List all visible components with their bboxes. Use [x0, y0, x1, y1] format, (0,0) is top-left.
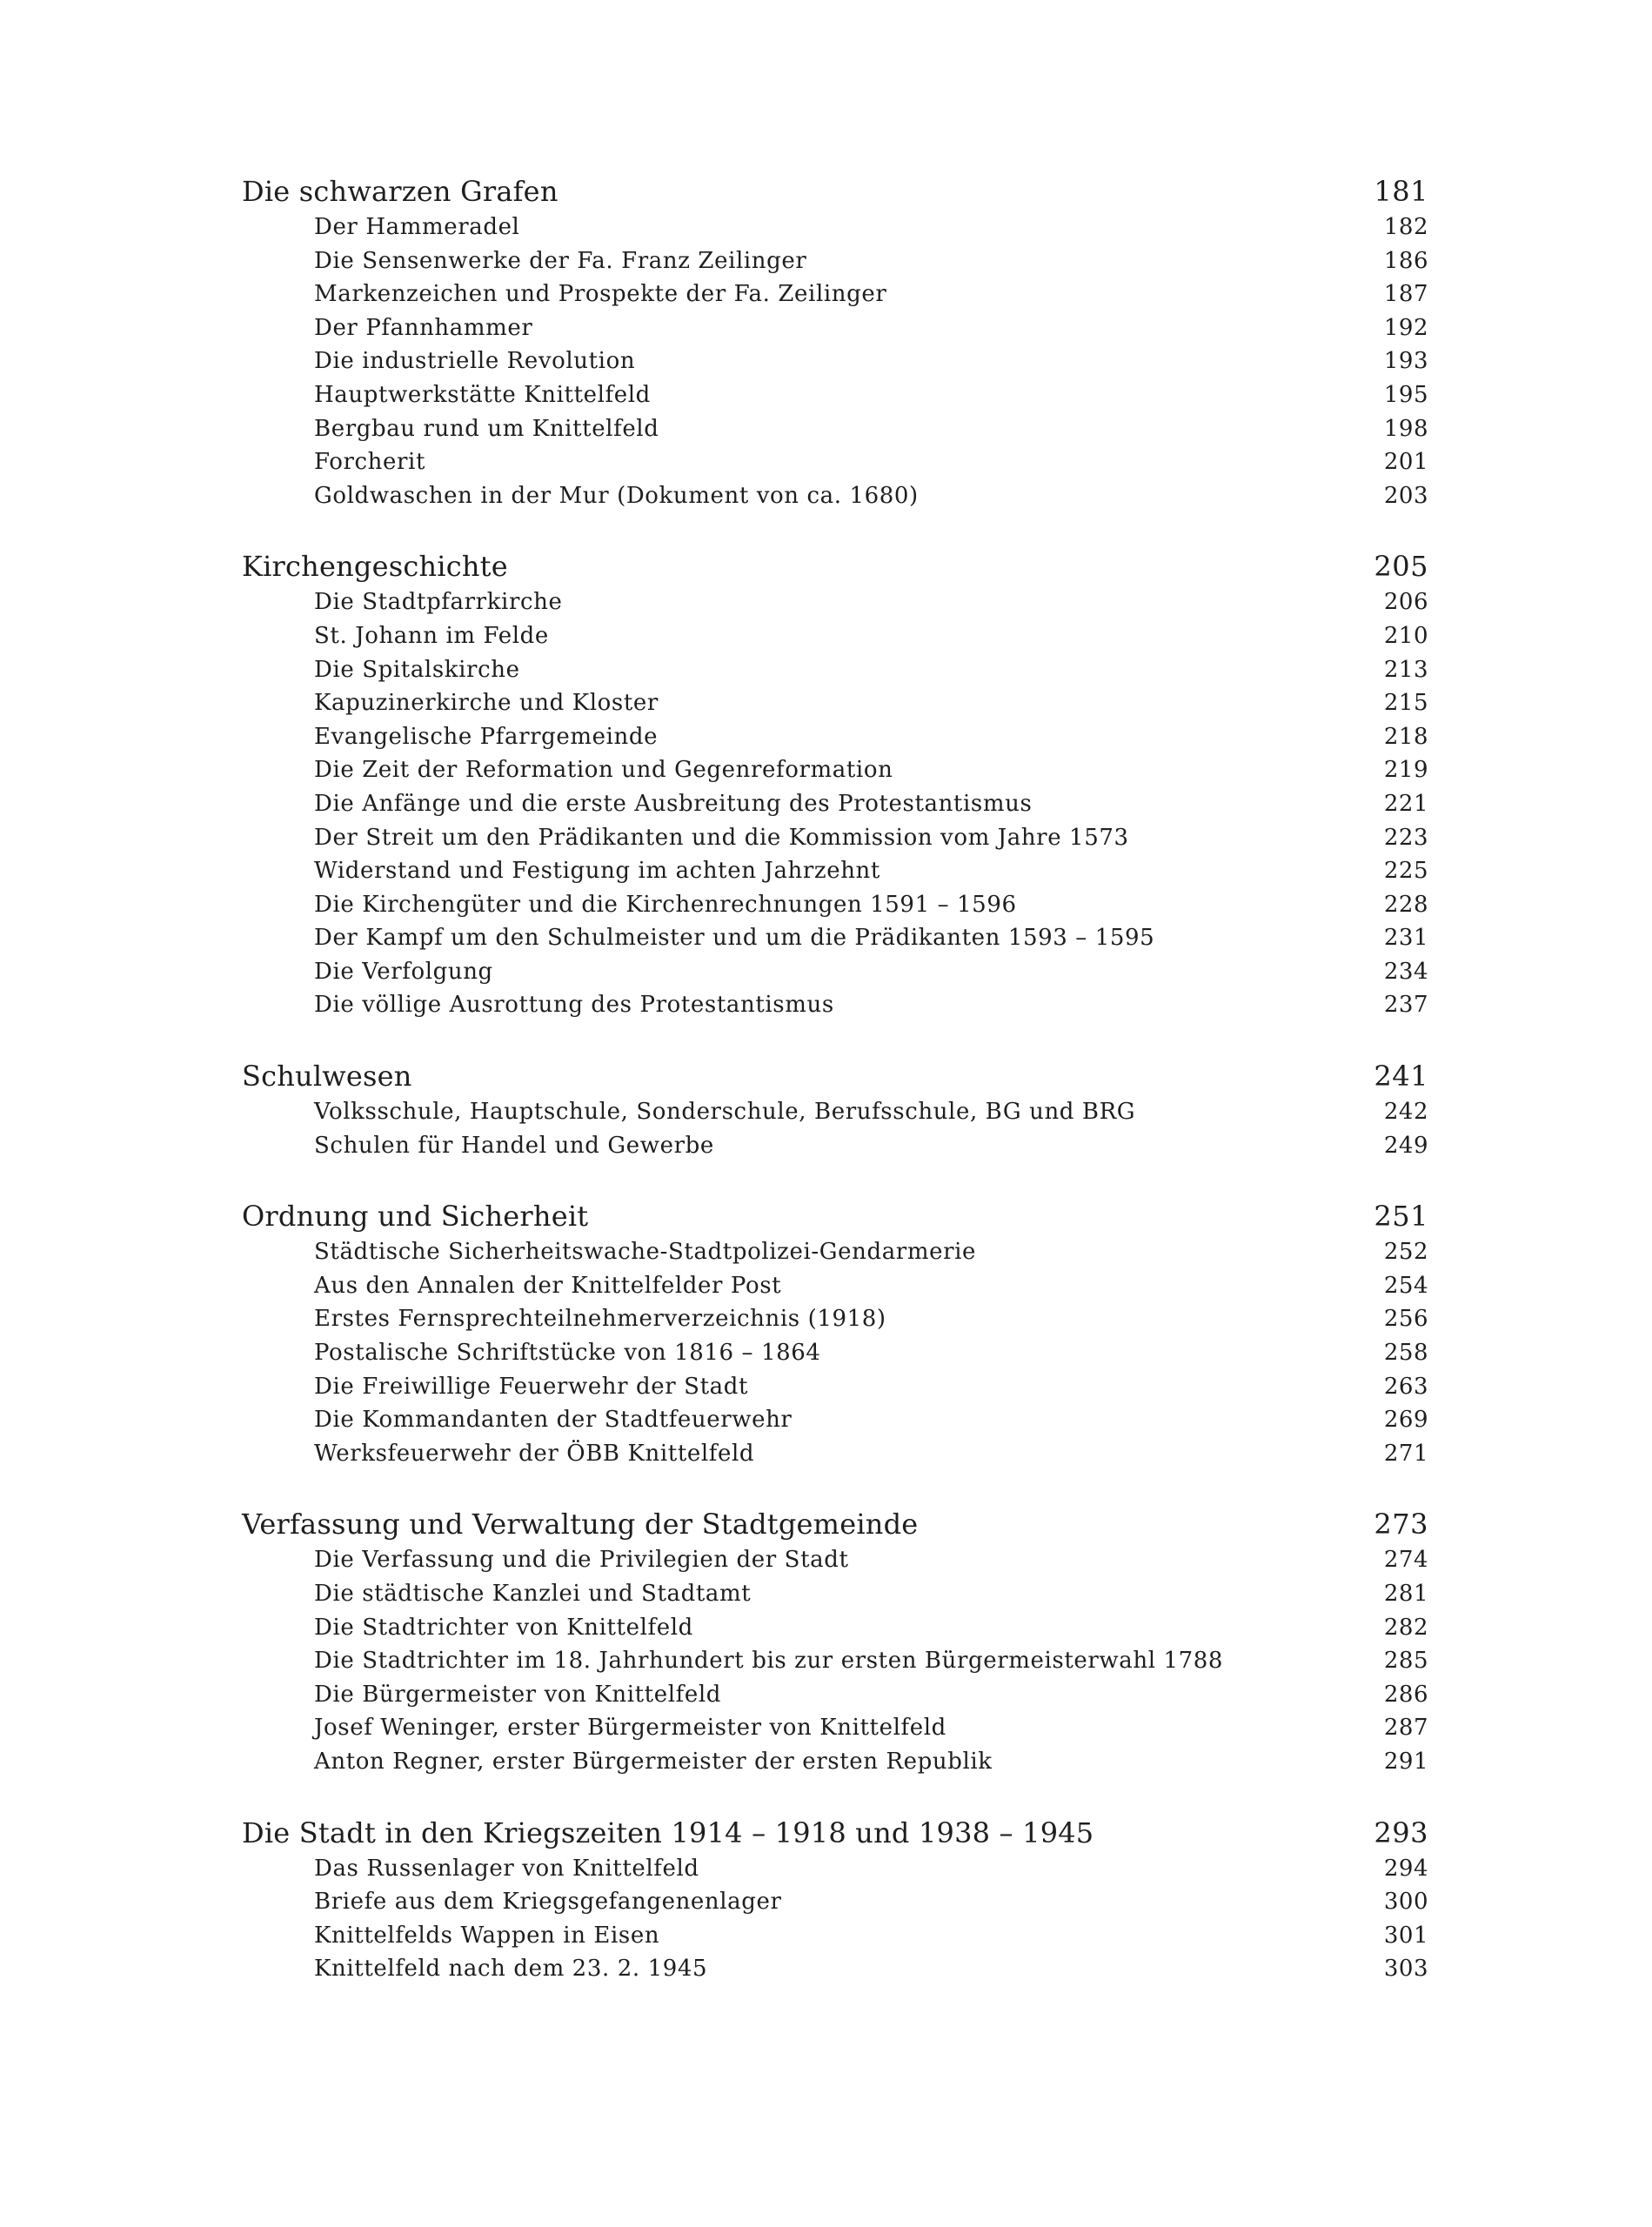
entry-page-number: 263 [1383, 1373, 1428, 1400]
toc-chapter [242, 172, 1428, 211]
entry-title: Das Russenlager von Knittelfeld [314, 1855, 699, 1882]
entry-title: Josef Weninger, erster Bürgermeister von Knittelfeld [314, 1715, 946, 1742]
entry-page-number: 274 [1383, 1547, 1428, 1574]
entry-page-number: 231 [1383, 925, 1428, 952]
toc-section [242, 1814, 1428, 1986]
toc-section [242, 1197, 1428, 1470]
entry-title: Die Spitalskirche [314, 656, 520, 683]
entry-title: Die Stadtrichter im 18. Jahrhundert bis zur ersten Bürgermeisterwahl 1788 [314, 1648, 1224, 1675]
chapter-page-number: 241 [1374, 1060, 1428, 1093]
entry-title: Die Kommandanten der Stadtfeuerwehr [314, 1407, 793, 1434]
toc-chapter [242, 1814, 1428, 1852]
toc-entry [242, 1611, 1428, 1645]
chapter-title: Schulwesen [242, 1060, 412, 1093]
entry-page-number: 258 [1383, 1340, 1428, 1367]
entry-page-number: 291 [1383, 1748, 1428, 1775]
entry-page-number: 303 [1383, 1956, 1428, 1983]
toc-entry [242, 720, 1428, 754]
toc-entry [242, 1952, 1428, 1986]
chapter-title: Ordnung und Sicherheit [242, 1200, 589, 1234]
toc-entry [242, 1235, 1428, 1269]
toc-entry [242, 821, 1428, 855]
toc-entry [242, 888, 1428, 922]
toc-entry [242, 479, 1428, 513]
toc-entry [242, 378, 1428, 412]
entry-title: Städtische Sicherheitswache-Stadtpolizei-Gendarmerie [314, 1239, 977, 1266]
entry-title: Werksfeuerwehr der ÖBB Knittelfeld [314, 1440, 755, 1467]
toc-entry [242, 686, 1428, 720]
entry-title: Goldwaschen in der Mur (Dokument von ca. 1680) [314, 482, 919, 509]
entry-title: Bergbau rund um Knittelfeld [314, 415, 659, 442]
entry-page-number: 300 [1383, 1889, 1428, 1916]
entry-page-number: 215 [1383, 690, 1428, 717]
toc-entry [242, 1885, 1428, 1919]
entry-title: Der Streit um den Prädikanten und die Kommission vom Jahre 1573 [314, 824, 1129, 851]
toc-section [242, 1505, 1428, 1778]
entry-title: Postalische Schriftstücke von 1816 – 1864 [314, 1340, 821, 1367]
entry-title: Die Anfänge und die erste Ausbreitung des Protestantismus [314, 790, 1033, 817]
entry-page-number: 281 [1383, 1581, 1428, 1607]
entry-title: Die Verfassung und die Privilegien der Stadt [314, 1547, 849, 1574]
entry-page-number: 286 [1383, 1681, 1428, 1708]
entry-page-number: 223 [1383, 824, 1428, 851]
entry-page-number: 206 [1383, 589, 1428, 616]
entry-page-number: 242 [1383, 1099, 1428, 1126]
chapter-title: Kirchengeschichte [242, 550, 508, 584]
toc-entry [242, 1543, 1428, 1577]
entry-title: Die Freiwillige Feuerwehr der Stadt [314, 1373, 749, 1400]
entry-title: Die völlige Ausrottung des Protestantismus [314, 992, 834, 1019]
entry-page-number: 221 [1383, 790, 1428, 817]
entry-title: Knittelfeld nach dem 23. 2. 1945 [314, 1956, 708, 1983]
entry-title: Widerstand und Festigung im achten Jahrzehnt [314, 858, 880, 885]
toc-section [242, 547, 1428, 1022]
entry-page-number: 271 [1383, 1440, 1428, 1467]
toc-entry [242, 1577, 1428, 1611]
toc-entry [242, 311, 1428, 345]
entry-title: Der Pfannhammer [314, 314, 533, 341]
entry-page-number: 192 [1383, 314, 1428, 341]
entry-title: Die industrielle Revolution [314, 348, 636, 375]
chapter-page-number: 273 [1374, 1508, 1428, 1542]
entry-title: Die Stadtpfarrkirche [314, 589, 563, 616]
entry-page-number: 228 [1383, 891, 1428, 918]
toc-entry [242, 1370, 1428, 1404]
toc-entry [242, 921, 1428, 955]
toc-chapter [242, 547, 1428, 585]
entry-page-number: 294 [1383, 1855, 1428, 1882]
entry-page-number: 193 [1383, 348, 1428, 375]
toc-entry [242, 854, 1428, 888]
toc-entry [242, 1129, 1428, 1163]
toc-entry [242, 412, 1428, 446]
entry-page-number: 254 [1383, 1272, 1428, 1299]
entry-page-number: 252 [1383, 1239, 1428, 1266]
chapter-page-number: 251 [1374, 1200, 1428, 1234]
entry-title: Kapuzinerkirche und Kloster [314, 690, 659, 717]
entry-page-number: 219 [1383, 757, 1428, 784]
entry-page-number: 186 [1383, 247, 1428, 274]
toc-entry [242, 1302, 1428, 1336]
toc-entry [242, 1269, 1428, 1303]
toc-entry [242, 211, 1428, 244]
toc-chapter [242, 1197, 1428, 1235]
entry-title: Knittelfelds Wappen in Eisen [314, 1922, 660, 1949]
entry-page-number: 234 [1383, 958, 1428, 985]
toc-chapter [242, 1057, 1428, 1095]
toc-entry [242, 1745, 1428, 1779]
entry-title: Schulen für Handel und Gewerbe [314, 1132, 714, 1159]
entry-page-number: 210 [1383, 622, 1428, 649]
entry-title: Aus den Annalen der Knittelfelder Post [314, 1272, 782, 1299]
entry-title: Die städtische Kanzlei und Stadtamt [314, 1581, 752, 1607]
toc-entry [242, 988, 1428, 1022]
toc-entry [242, 344, 1428, 378]
toc-entry [242, 278, 1428, 311]
toc-entry [242, 1711, 1428, 1745]
entry-page-number: 249 [1383, 1132, 1428, 1159]
entry-title: Die Stadtrichter von Knittelfeld [314, 1614, 693, 1641]
entry-title: Forcherit [314, 449, 425, 476]
entry-title: Erstes Fernsprechteilnehmerverzeichnis (1918) [314, 1306, 886, 1333]
toc-entry [242, 445, 1428, 479]
entry-page-number: 187 [1383, 281, 1428, 308]
entry-page-number: 225 [1383, 858, 1428, 885]
entry-page-number: 213 [1383, 656, 1428, 683]
chapter-title: Die schwarzen Grafen [242, 175, 558, 208]
chapter-title: Die Stadt in den Kriegszeiten 1914 – 1918 und 1938 – 1945 [242, 1816, 1094, 1849]
entry-page-number: 301 [1383, 1922, 1428, 1949]
toc-entry [242, 1403, 1428, 1437]
toc-entry [242, 1852, 1428, 1886]
entry-page-number: 282 [1383, 1614, 1428, 1641]
entry-title: Die Verfolgung [314, 958, 493, 985]
entry-page-number: 237 [1383, 992, 1428, 1019]
toc-entry [242, 955, 1428, 989]
toc-entry [242, 1336, 1428, 1370]
entry-title: Hauptwerkstätte Knittelfeld [314, 381, 651, 408]
entry-title: Markenzeichen und Prospekte der Fa. Zeilinger [314, 281, 887, 308]
table-of-contents [242, 172, 1428, 2021]
toc-section [242, 1057, 1428, 1162]
entry-title: Volksschule, Hauptschule, Sonderschule, Berufsschule, BG und BRG [314, 1099, 1136, 1126]
entry-page-number: 287 [1383, 1715, 1428, 1742]
chapter-page-number: 293 [1374, 1816, 1428, 1849]
entry-page-number: 285 [1383, 1648, 1428, 1675]
entry-page-number: 182 [1383, 214, 1428, 240]
toc-entry [242, 1678, 1428, 1712]
toc-entry [242, 787, 1428, 821]
toc-section [242, 172, 1428, 512]
entry-page-number: 218 [1383, 723, 1428, 750]
toc-entry [242, 1919, 1428, 1953]
entry-title: Die Sensenwerke der Fa. Franz Zeilinger [314, 247, 807, 274]
entry-title: St. Johann im Felde [314, 622, 549, 649]
entry-page-number: 195 [1383, 381, 1428, 408]
entry-title: Evangelische Pfarrgemeinde [314, 723, 659, 750]
toc-entry [242, 1095, 1428, 1129]
toc-entry [242, 585, 1428, 619]
entry-page-number: 203 [1383, 482, 1428, 509]
toc-chapter [242, 1505, 1428, 1543]
entry-title: Anton Regner, erster Bürgermeister der ersten Republik [314, 1748, 993, 1775]
entry-page-number: 198 [1383, 415, 1428, 442]
entry-page-number: 256 [1383, 1306, 1428, 1333]
toc-entry [242, 619, 1428, 653]
toc-entry [242, 1644, 1428, 1678]
entry-title: Die Bürgermeister von Knittelfeld [314, 1681, 721, 1708]
toc-entry [242, 244, 1428, 278]
entry-page-number: 269 [1383, 1407, 1428, 1434]
chapter-page-number: 181 [1374, 175, 1428, 208]
entry-title: Die Zeit der Reformation und Gegenreformation [314, 757, 893, 784]
toc-entry [242, 1437, 1428, 1471]
chapter-page-number: 205 [1374, 550, 1428, 584]
toc-entry [242, 753, 1428, 787]
toc-entry [242, 653, 1428, 687]
entry-title: Der Hammeradel [314, 214, 520, 240]
entry-title: Briefe aus dem Kriegsgefangenenlager [314, 1889, 782, 1916]
chapter-title: Verfassung und Verwaltung der Stadtgemeinde [242, 1508, 919, 1542]
entry-title: Der Kampf um den Schulmeister und um die Prädikanten 1593 – 1595 [314, 925, 1155, 952]
entry-page-number: 201 [1383, 449, 1428, 476]
entry-title: Die Kirchengüter und die Kirchenrechnungen 1591 – 1596 [314, 891, 1017, 918]
